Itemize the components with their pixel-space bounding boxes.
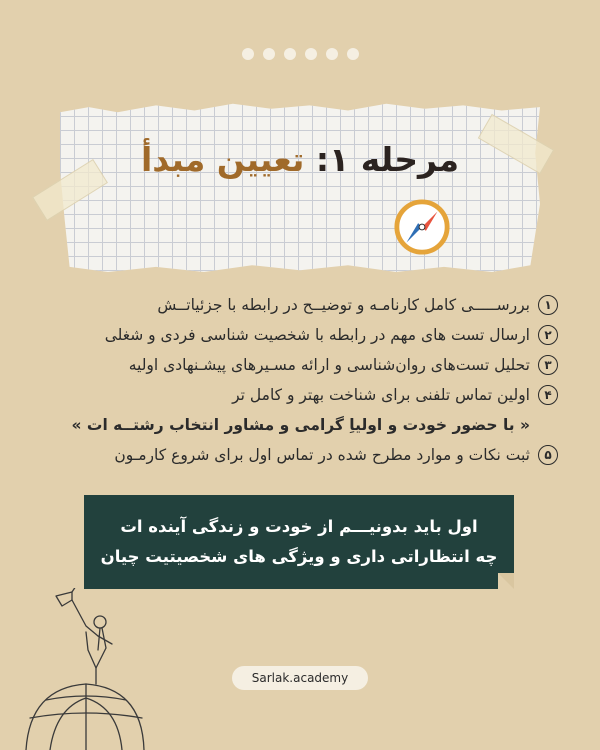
step-text: اولین تماس تلفنی برای شناخت بهتر و کامل تر — [232, 386, 530, 404]
list-item — [78, 320, 558, 350]
title-accent: تعیین مبدأ — [141, 140, 305, 179]
step-number: ۲ — [538, 325, 558, 345]
compass-icon — [393, 198, 451, 256]
step-text: ثبت نکات و موارد مطرح شده در تماس اول برای شروع کارمـون — [114, 446, 530, 464]
climber-on-globe-illustration — [16, 588, 148, 750]
step-number: ۵ — [538, 445, 558, 465]
step-text: تحلیل تست‌های روان‌شناسی و ارائه مسـیر‌های پیشـنهادی اولیه — [128, 356, 530, 374]
list-item — [78, 380, 558, 410]
step-number: ۳ — [538, 355, 558, 375]
highlight-banner — [84, 495, 514, 589]
step-text: بررســـــی کامل کارنامـه و توضیــح در رابطه با جزئیاتــش — [157, 296, 530, 314]
banner-line-1: اول باید بدونیـــم از خودت و زندگی آینده ات — [120, 517, 478, 536]
pagination-dots — [0, 48, 600, 60]
page-title — [60, 140, 540, 179]
step-number: ۱ — [538, 295, 558, 315]
banner-corner-fold — [498, 573, 514, 589]
steps-list — [71, 290, 558, 470]
list-item — [78, 290, 558, 320]
pagination-dot[interactable] — [284, 48, 296, 60]
pagination-dot[interactable] — [263, 48, 275, 60]
list-item — [78, 350, 558, 380]
step-text: « با حضور خودت و اولیاِ گرامی و مشاور انتخاب رشتــه ات » — [71, 416, 530, 434]
brand-badge[interactable]: Sarlak.academy — [232, 666, 368, 690]
banner-line-2: چه انتظاراتی داری و ویژگی های شخصیتیت چیان — [100, 547, 498, 566]
graph-paper-card — [60, 102, 540, 272]
title-lead: مرحله ۱: — [315, 140, 459, 179]
step-text: ارسال تست های مهم در رابطه با شخصیت شناسی فردی و شغلی — [104, 326, 530, 344]
pagination-dot[interactable] — [305, 48, 317, 60]
list-item — [78, 440, 558, 470]
pagination-dot[interactable] — [326, 48, 338, 60]
list-item-continuation — [71, 410, 558, 440]
pagination-dot[interactable] — [347, 48, 359, 60]
step-number: ۴ — [538, 385, 558, 405]
pagination-dot[interactable] — [242, 48, 254, 60]
